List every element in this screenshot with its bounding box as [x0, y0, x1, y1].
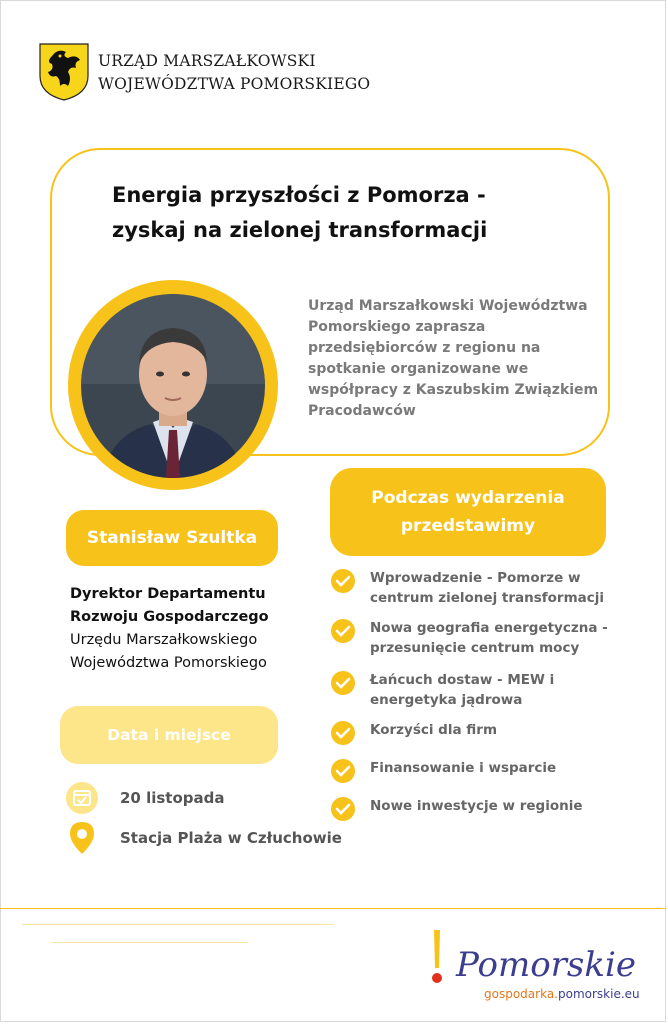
agenda-item-line1: Wprowadzenie - Pomorze w — [370, 570, 581, 586]
footer-rule-2 — [52, 942, 248, 943]
check-icon — [330, 796, 356, 822]
url-part2: pomorskie.eu — [557, 987, 640, 1001]
list-item — [330, 796, 583, 822]
agenda-heading — [330, 468, 606, 556]
page-title — [112, 178, 487, 248]
agenda-item-line2: energetyka jądrowa — [370, 692, 523, 708]
check-icon — [330, 568, 356, 594]
role-line2: Rozwoju Gospodarczego — [70, 609, 269, 625]
title-line2: zyskaj na zielonej transformacji — [112, 218, 488, 242]
agenda-heading-line1: Podczas wydarzenia — [371, 488, 565, 508]
role-org-line2: Województwa Pomorskiego — [70, 655, 267, 671]
agenda-item-line1: Korzyści dla firm — [370, 722, 498, 738]
agenda-heading-line2: przedstawimy — [400, 516, 536, 536]
org-title-line2: WOJEWÓDZTWA POMORSKIEGO — [98, 75, 371, 93]
list-item — [330, 670, 554, 710]
agenda-item-line1: Łańcuch dostaw - MEW i — [370, 672, 555, 688]
list-item — [330, 618, 608, 658]
agenda-item-line1: Finansowanie i wsparcie — [370, 760, 557, 776]
footer-divider — [0, 908, 666, 909]
check-icon — [330, 670, 356, 696]
logo-wordmark: Pomorskie — [456, 945, 636, 985]
speaker-role — [70, 583, 269, 675]
footer-url[interactable] — [484, 987, 640, 1001]
event-place: Stacja Plaża w Człuchowie — [120, 829, 342, 847]
org-title — [98, 50, 370, 96]
check-icon — [330, 758, 356, 784]
list-item — [330, 568, 604, 608]
griffin-crest-icon — [38, 42, 90, 102]
role-org-line1: Urzędu Marszałkowskiego — [70, 632, 258, 648]
list-item — [330, 720, 497, 746]
details-heading: Data i miejsce — [60, 706, 278, 764]
list-item — [330, 758, 556, 784]
speaker-name-badge: Stanisław Szultka — [66, 510, 278, 566]
event-date: 20 listopada — [120, 789, 225, 807]
intro-text: Urząd Marszałkowski Województwa Pomorskiego zaprasza przedsiębiorców z regionu na spotkanie organizowane we współpracy z Kaszubskim Związkiem Pracodawców — [308, 298, 599, 419]
speaker-photo — [81, 294, 265, 478]
role-line1: Dyrektor Departamentu — [70, 586, 266, 602]
url-part1: gospodarka. — [484, 987, 558, 1001]
agenda-item-line2: centrum zielonej transformacji — [370, 590, 605, 606]
title-line1: Energia przyszłości z Pomorza - — [112, 183, 486, 207]
check-icon — [330, 618, 356, 644]
calendar-icon — [64, 780, 100, 816]
org-title-line1: URZĄD MARSZAŁKOWSKI — [98, 52, 316, 70]
agenda-item-line1: Nowa geografia energetyczna - — [370, 620, 608, 636]
footer-rule-1 — [22, 924, 334, 925]
agenda-item-line2: przesunięcie centrum mocy — [370, 640, 580, 656]
check-icon — [330, 720, 356, 746]
date-row — [64, 780, 225, 816]
agenda-item-line1: Nowe inwestycje w regionie — [370, 798, 583, 814]
place-row — [64, 820, 342, 856]
map-pin-icon — [64, 820, 100, 856]
